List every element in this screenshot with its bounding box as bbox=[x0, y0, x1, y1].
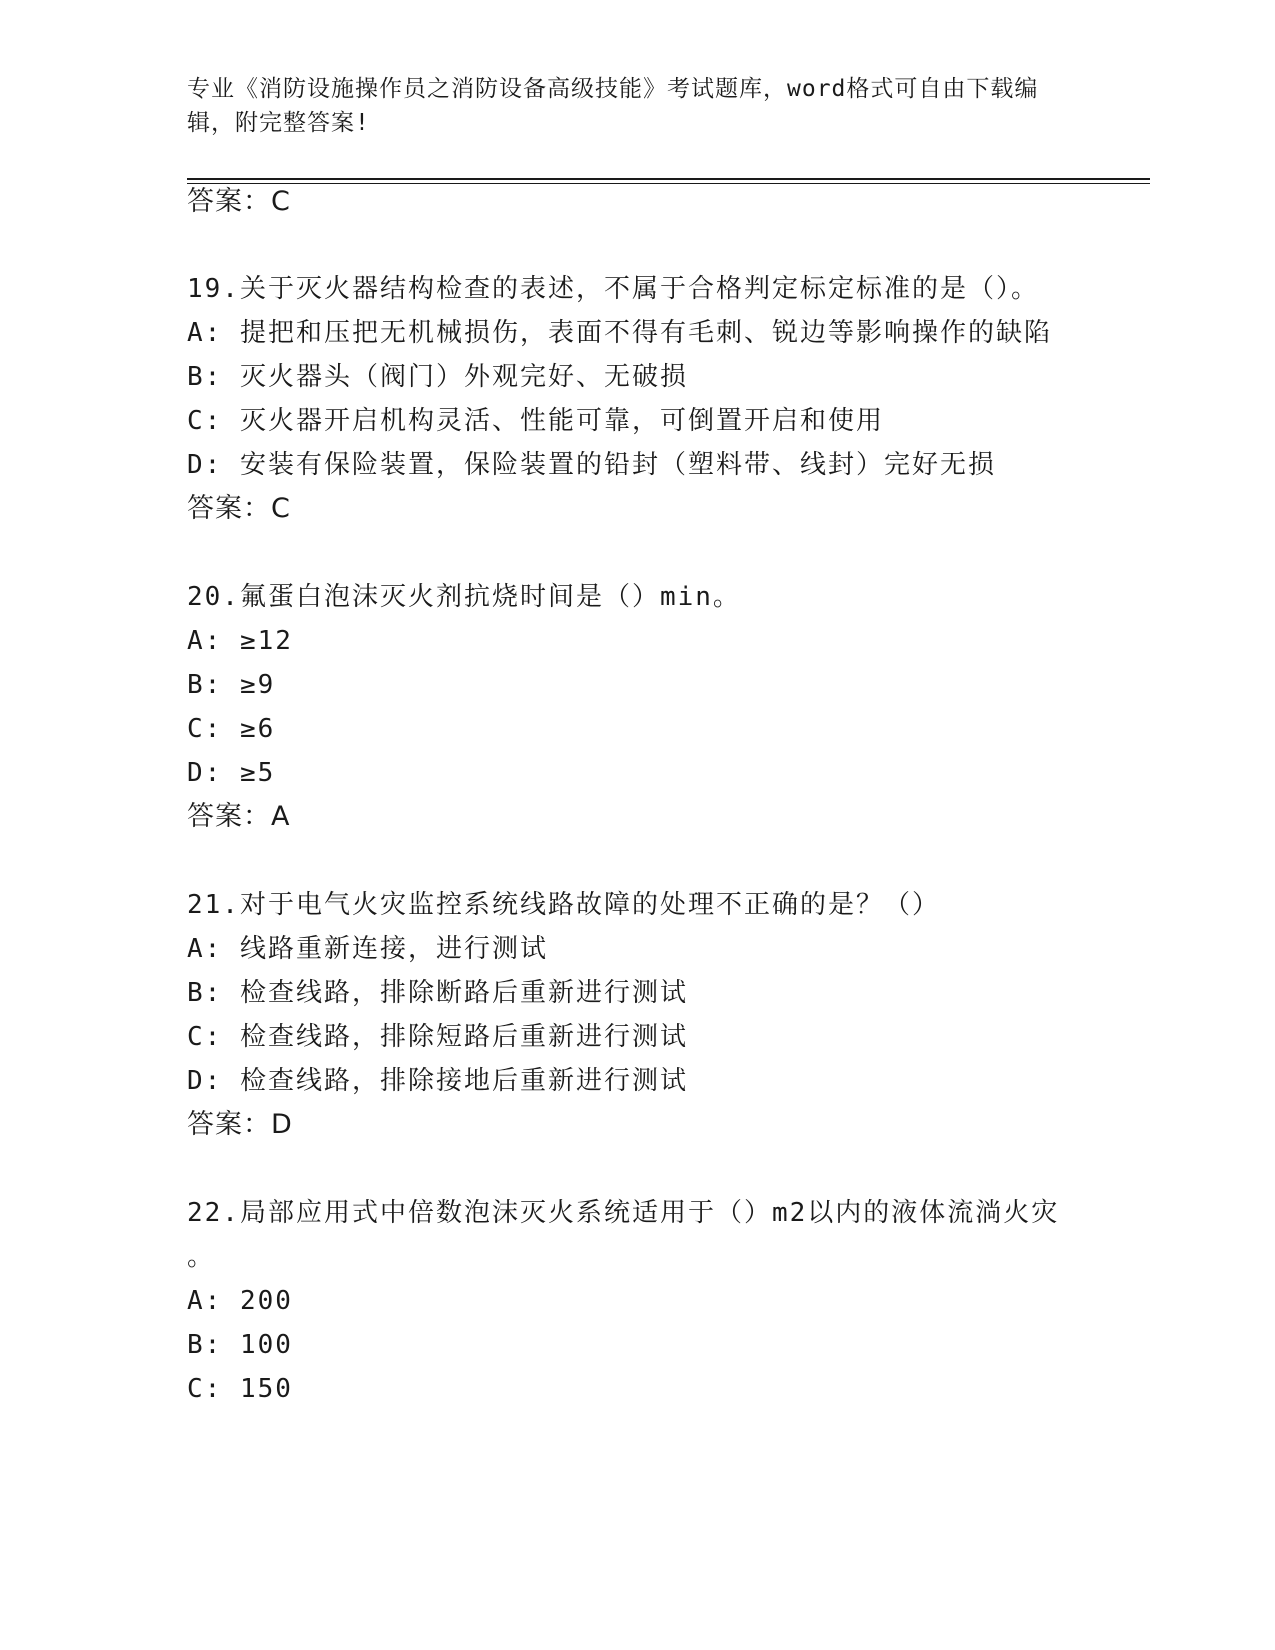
question-21-option-a: A: 线路重新连接，进行测试 bbox=[187, 934, 548, 964]
question-22-option-a: A: 200 bbox=[187, 1286, 293, 1316]
question-21-answer: 答案：D bbox=[187, 1109, 293, 1140]
question-22-option-c: C: 150 bbox=[187, 1374, 293, 1404]
question-22-stem: 22.局部应用式中倍数泡沫灭火系统适用于（）m2以内的液体流淌火灾 bbox=[187, 1198, 1060, 1228]
question-20-stem: 20.氟蛋白泡沫灭火剂抗烧时间是（）min。 bbox=[187, 582, 741, 612]
question-21-option-c: C: 检查线路，排除短路后重新进行测试 bbox=[187, 1022, 688, 1052]
question-19-answer: 答案：C bbox=[187, 493, 291, 524]
question-20-option-a: A: ≥12 bbox=[187, 626, 293, 656]
question-21-option-d: D: 检查线路，排除接地后重新进行测试 bbox=[187, 1066, 688, 1096]
answer-prev: 答案：C bbox=[187, 186, 291, 217]
question-20-option-c: C: ≥6 bbox=[187, 714, 276, 744]
question-19-stem: 19.关于灭火器结构检查的表述，不属于合格判定标定标准的是（）。 bbox=[187, 274, 1039, 304]
question-20-answer: 答案：A bbox=[187, 801, 291, 832]
question-20-option-b: B: ≥9 bbox=[187, 670, 276, 700]
question-21-stem: 21.对于电气火灾监控系统线路故障的处理不正确的是？（） bbox=[187, 890, 940, 920]
question-21-option-b: B: 检查线路，排除断路后重新进行测试 bbox=[187, 978, 688, 1008]
question-19-option-b: B: 灭火器头（阀门）外观完好、无破损 bbox=[187, 362, 688, 392]
document-header bbox=[187, 72, 1087, 140]
question-19-option-a: A: 提把和压把无机械损伤，表面不得有毛刺、锐边等影响操作的缺陷 bbox=[187, 318, 1052, 348]
question-19-option-c: C: 灭火器开启机构灵活、性能可靠，可倒置开启和使用 bbox=[187, 406, 884, 436]
question-22-option-b: B: 100 bbox=[187, 1330, 293, 1360]
header-line-2: 辑，附完整答案! bbox=[187, 110, 370, 136]
header-divider-thin bbox=[187, 183, 1150, 184]
header-divider-thick bbox=[187, 178, 1150, 180]
question-22-stem-continuation: 。 bbox=[187, 1242, 216, 1272]
question-19-option-d: D: 安装有保险装置，保险装置的铅封（塑料带、线封）完好无损 bbox=[187, 450, 996, 480]
header-line-1: 专业《消防设施操作员之消防设备高级技能》考试题库，word格式可自由下载编 bbox=[187, 76, 1039, 102]
question-20-option-d: D: ≥5 bbox=[187, 758, 276, 788]
